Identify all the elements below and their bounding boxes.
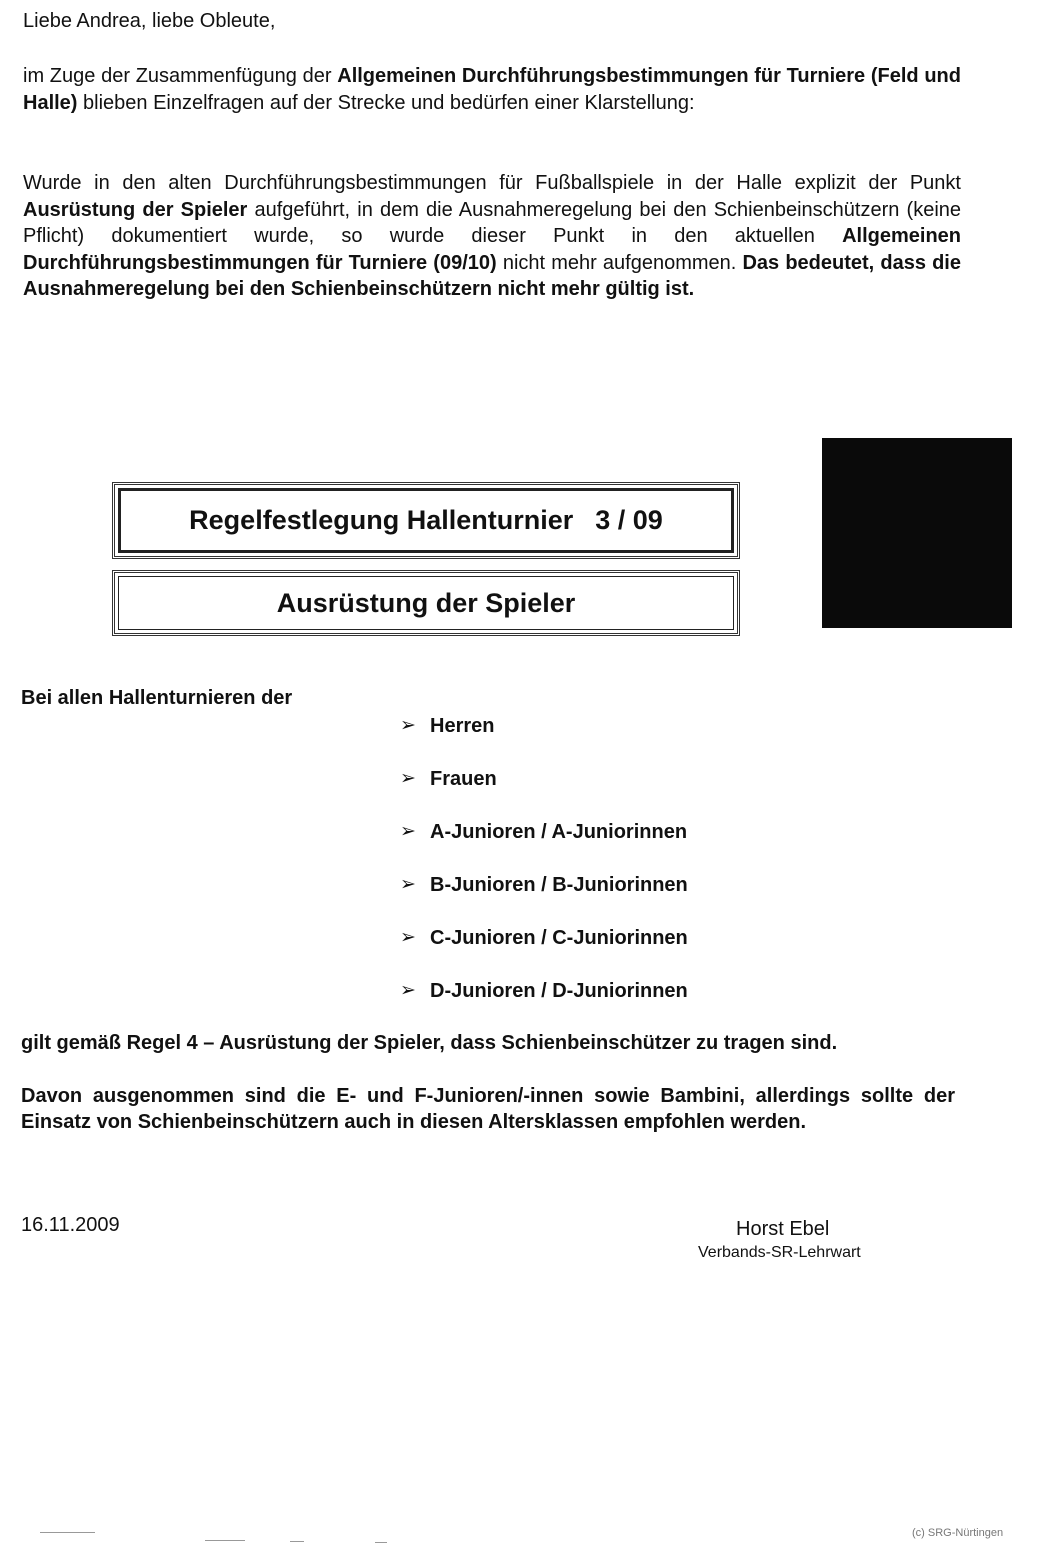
- intro-text-1: im Zuge der Zusammenfügung der: [23, 65, 338, 87]
- list-item: [400, 977, 688, 1030]
- rule-heading-title: Regelfestlegung Hallenturnier: [189, 505, 574, 535]
- intro-paragraph: [23, 63, 961, 116]
- list-item: [400, 712, 688, 765]
- intro-bold-1: Allgemeinen Durchführungsbestimmungen für Turniere (Feld und Halle): [23, 65, 961, 114]
- explanation-paragraph: [23, 170, 961, 303]
- redacted-block: [822, 438, 1012, 628]
- arrow-bullet-icon: ➢: [400, 821, 416, 842]
- letter-date: 16.11.2009: [21, 1214, 120, 1236]
- list-item: [400, 924, 688, 977]
- rule-statement: gilt gemäß Regel 4 – Ausrüstung der Spieler, dass Schienbeinschützer zu tragen sind.: [21, 1032, 838, 1054]
- list-item: [400, 765, 688, 818]
- intro-text-2: blieben Einzelfragen auf der Strecke und bedürfen einer Klarstellung:: [77, 91, 695, 114]
- signature-name: Horst Ebel: [736, 1218, 830, 1240]
- explanation-bold-1: Ausrüstung der Spieler: [23, 198, 248, 221]
- rule-heading-number: 3 / 09: [595, 505, 663, 535]
- scan-speck: [375, 1542, 387, 1543]
- category-label: Frauen: [430, 768, 497, 790]
- arrow-bullet-icon: ➢: [400, 715, 416, 736]
- category-label: B-Junioren / B-Juniorinnen: [430, 874, 688, 896]
- explanation-bold-3: Das bedeutet, dass die Ausnahmeregelung bei den Schienbeinschützern nicht mehr gültig ist.: [23, 251, 961, 300]
- list-item: [400, 818, 688, 871]
- copyright-notice: (c) SRG-Nürtingen: [912, 1527, 1004, 1539]
- rule-heading-box: [112, 482, 740, 559]
- category-label: C-Junioren / C-Juniorinnen: [430, 927, 688, 949]
- arrow-bullet-icon: ➢: [400, 768, 416, 789]
- category-list: [400, 712, 688, 1030]
- explanation-text-1: Wurde in den alten Durchführungsbestimmungen für Fußballspiele in der Halle explizit der Punkt: [23, 172, 961, 194]
- scan-speck: [290, 1541, 304, 1542]
- explanation-text-2: aufgeführt, in dem die Ausnahmeregelung bei den Schienbeinschützern (keine Pflicht) dokumentiert wurde, so wurde dieser Punkt in den aktuellen: [23, 198, 962, 247]
- arrow-bullet-icon: ➢: [400, 874, 416, 895]
- explanation-text-3: nicht mehr aufgenommen.: [496, 251, 743, 274]
- list-item: [400, 871, 688, 924]
- scan-speck: [205, 1540, 245, 1541]
- rules-intro: Bei allen Hallenturnieren der: [21, 687, 293, 709]
- category-label: A-Junioren / A-Juniorinnen: [430, 821, 688, 843]
- scan-speck: [40, 1532, 95, 1533]
- explanation-bold-2: Allgemeinen Durchführungsbestimmungen für Turniere (09/10): [23, 225, 961, 274]
- rule-subject-box: [112, 570, 740, 636]
- rule-subject-title: Ausrüstung der Spieler: [276, 587, 576, 618]
- category-label: D-Junioren / D-Juniorinnen: [430, 980, 688, 1002]
- greeting: Liebe Andrea, liebe Obleute,: [23, 10, 276, 32]
- arrow-bullet-icon: ➢: [400, 927, 416, 948]
- signature-title: Verbands-SR-Lehrwart: [698, 1244, 861, 1261]
- category-label: Herren: [430, 715, 495, 737]
- arrow-bullet-icon: ➢: [400, 980, 416, 1001]
- rule-exception: Davon ausgenommen sind die E- und F-Junioren/-innen sowie Bambini, allerdings sollte der Einsatz von Schienbeinschützern auch in diesen Altersklassen empfohlen werden.: [21, 1085, 955, 1133]
